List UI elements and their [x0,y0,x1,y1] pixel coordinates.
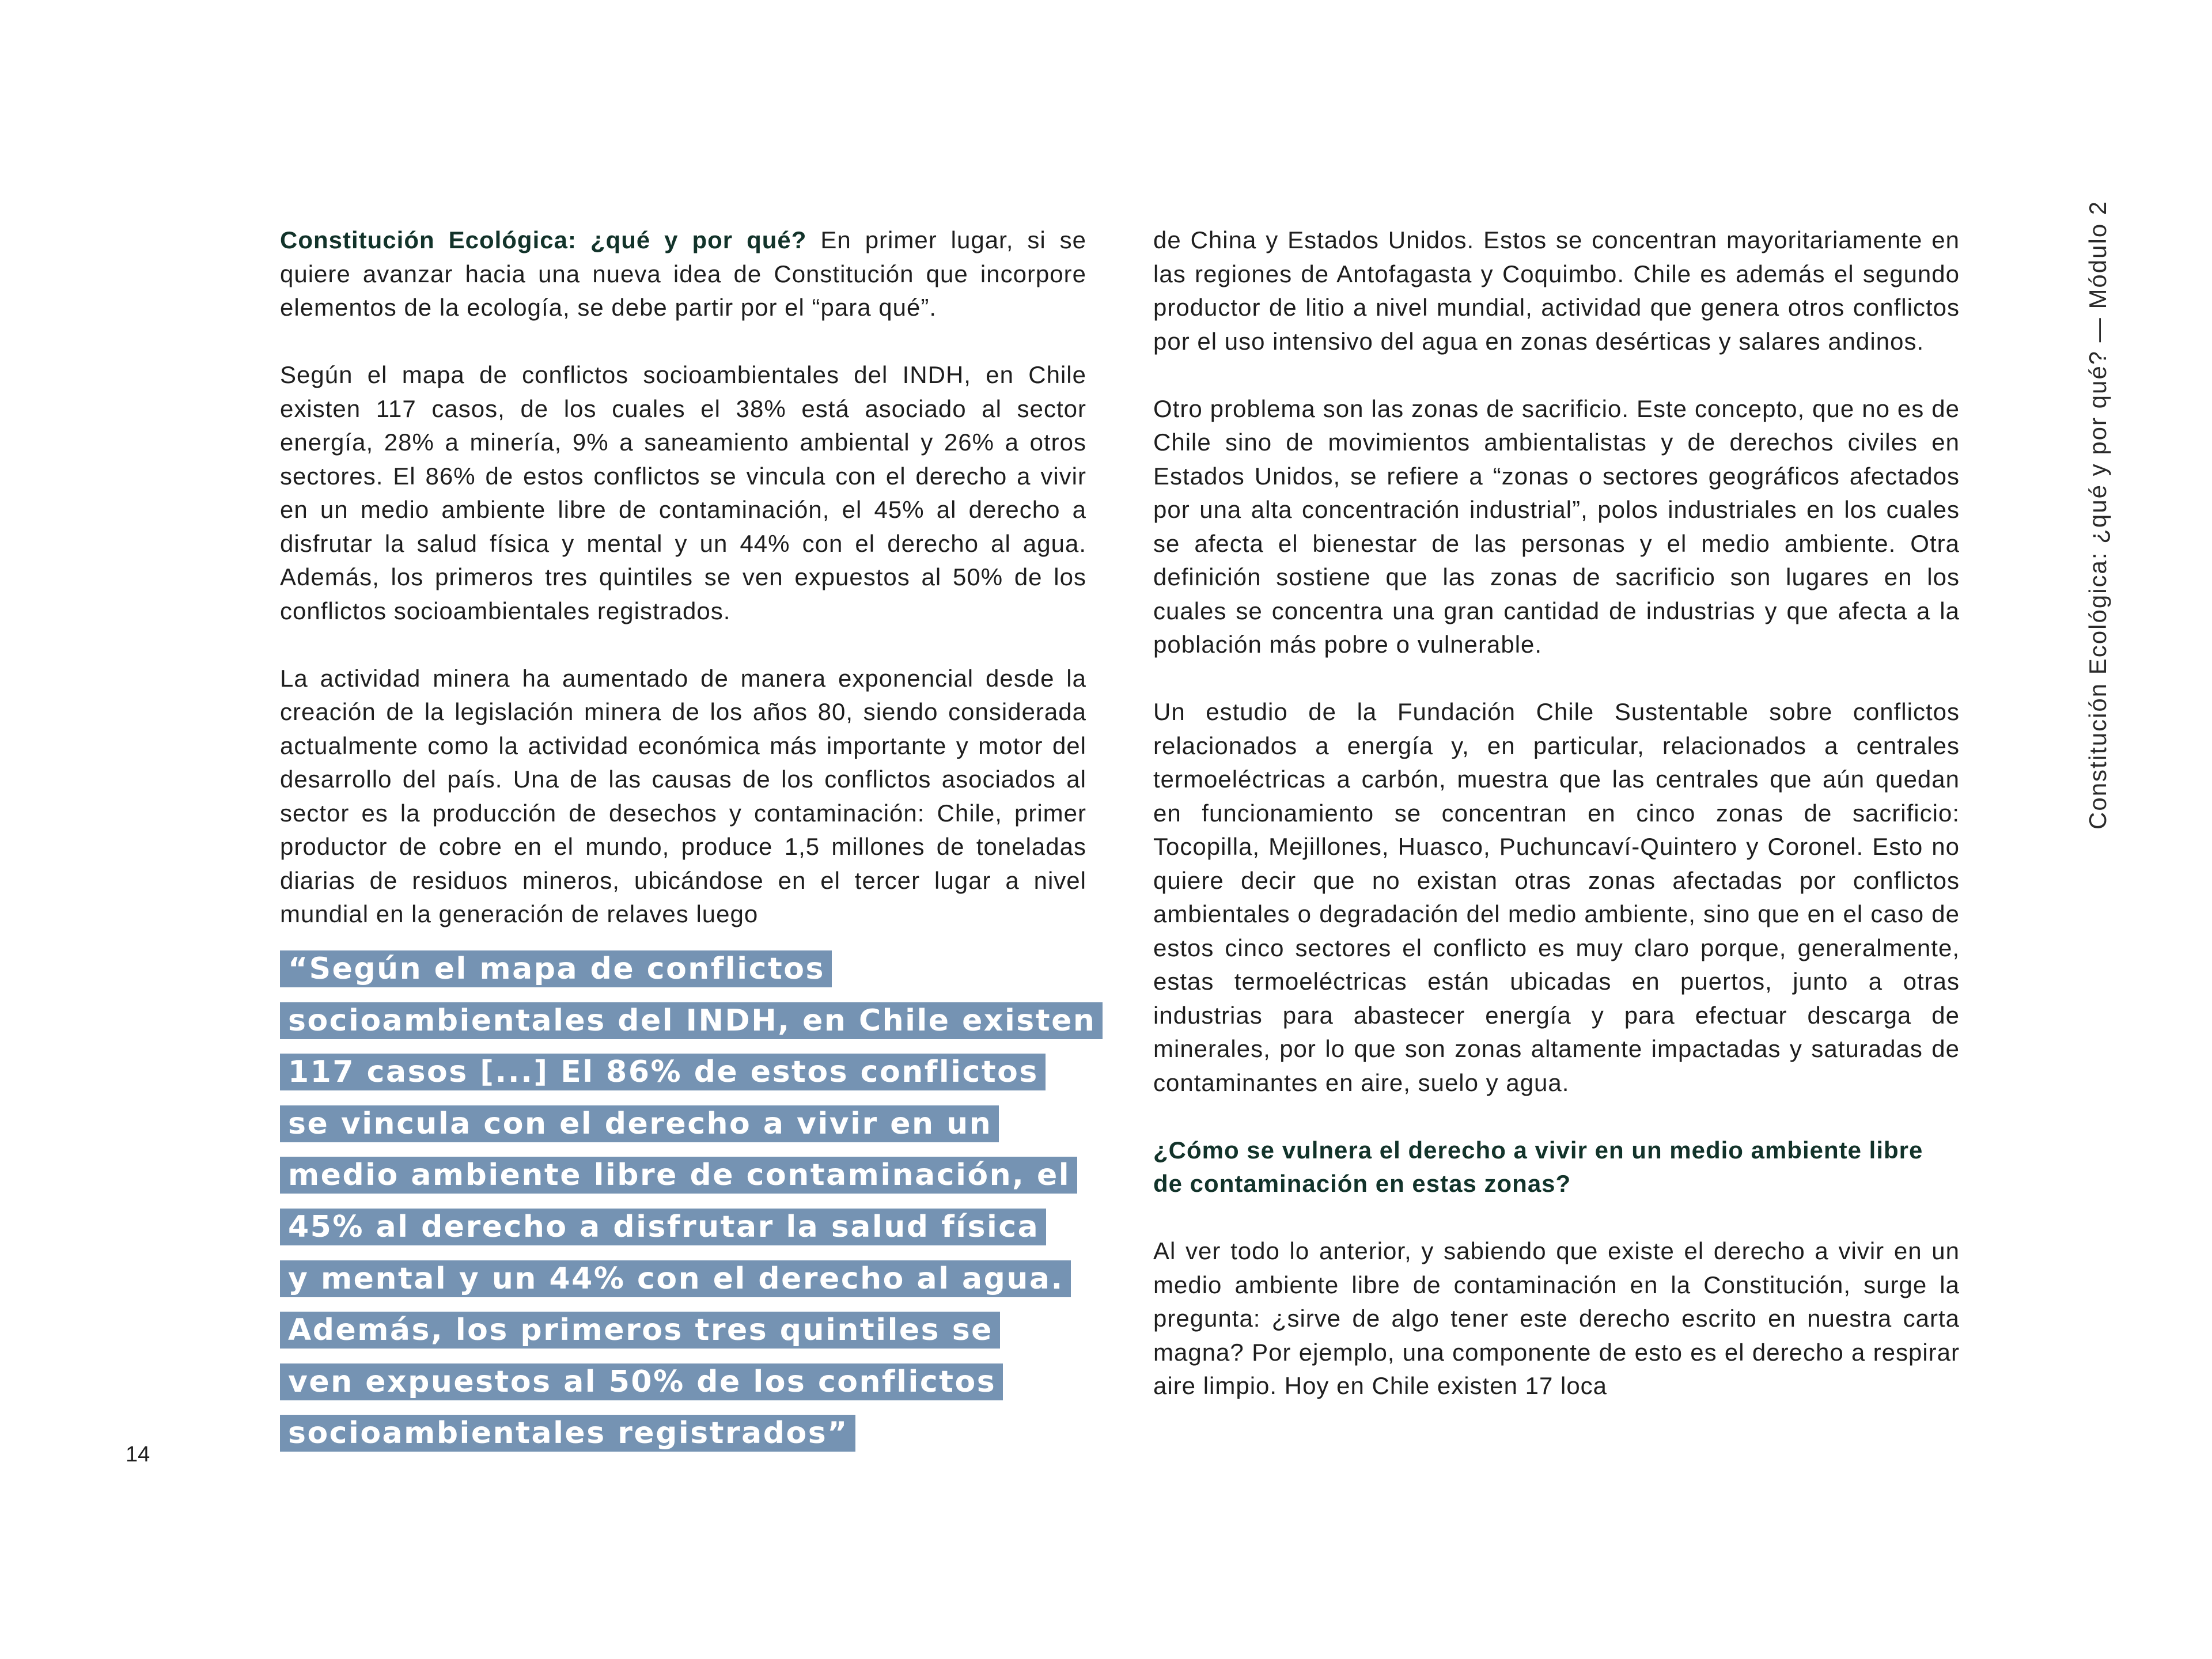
pull-quote-line: socioambientales del INDH, en Chile existen [280,1002,1092,1039]
pull-quote-line: “Según el mapa de conflictos [280,950,1092,987]
pull-quote-line: 117 casos [...] El 86% de estos conflictos [280,1054,1092,1090]
pull-quote-line: ven expuestos al 50% de los conflictos [280,1363,1092,1400]
paragraph-study: Un estudio de la Fundación Chile Sustentable sobre conflictos relacionados a energía y, en particular, relacionados a centrales termoeléctricas a carbón, muestra que las centrales que aún quedan en funcionamiento se concentran en cinco zonas de sacrificio: Tocopilla, Mejillones, Huasco, Puchuncaví-Quintero y Coronel. Esto no quiere decir que no existan otras zonas afectadas por conflictos ambientales o degradación del medio ambiente, sino que en el caso de estos cinco sectores el conflicto es muy claro porque, generalmente, estas termoeléctricas están ubicadas en puertos, junto a otras industrias para abastecer energía y para efectuar descarga de minerales, por lo que son zonas altamente impactadas y saturadas de contaminantes en aire, suelo y agua. [1153,698,1960,1096]
running-head-text: Constitución Ecológica: ¿qué y por qué? — Módulo 2 [2084,200,2111,830]
paragraph-mining: La actividad minera ha aumentado de manera exponencial desde la creación de la legislación minera de los años 80, siendo considerada actualmente como la actividad económica más importante y motor del desarrollo del país. Una de las causas de los conflictos asociados al sector es la producción de desechos y contaminación: Chile, primer productor de cobre en el mundo, produce 1,5 millones de toneladas diarias de residuos mineros, ubicándose en el tercer lugar a nivel mundial en la generación de relaves luego [280,664,1086,927]
intro-text: En primer lugar, si se quiere avanzar hacia una nueva idea de Constitución que incorpore elementos de la ecología, se debe partir por el “para qué”. [280,226,1086,321]
pull-quote-line: medio ambiente libre de contaminación, el [280,1157,1092,1194]
paragraph-lithium: de China y Estados Unidos. Estos se concentran mayoritariamente en las regiones de Antofagasta y Coquimbo. Chile es además el segundo productor de litio a nivel mundial, actividad que genera otros conflictos por el uso intensivo del agua en zonas desérticas y salares andinos. [1153,226,1960,355]
paragraph-rights: Al ver todo lo anterior, y sabiendo que existe el derecho a vivir en un medio ambiente libre de contaminación en la Constitución, surge la pregunta: ¿sirve de algo tener este derecho escrito en nuestra carta magna? Por ejemplo, una componente de esto es el derecho a respirar aire limpio. Hoy en Chile existen 17 loca [1153,1237,1960,1399]
left-column [280,224,1086,965]
intro-paragraph [280,224,1086,325]
pull-quote-line: 45% al derecho a disfrutar la salud física [280,1209,1092,1245]
pull-quote-line: y mental y un 44% con el derecho al agua. [280,1260,1092,1297]
lead-title: Constitución Ecológica: ¿qué y por qué? [280,226,807,253]
section-subheading: ¿Cómo se vulnera el derecho a vivir en un medio ambiente libre de contaminación en estas zonas? [1153,1136,1923,1197]
pull-quote-line: se vincula con el derecho a vivir en un [280,1105,1092,1142]
paragraph-sacrifice-zones: Otro problema son las zonas de sacrificio. Este concepto, que no es de Chile sino de movimientos ambientalistas y de derechos civiles en Estados Unidos, se refiere a “zonas o sectores geográficos afectados por una alta concentración industrial”, polos industriales en los cuales se afecta el bienestar de las personas y el medio ambiente. Otra definición sostiene que las zonas de sacrificio son lugares en los cuales se concentra una gran cantidad de industrias y que afecta a la población más pobre o vulnerable. [1153,395,1960,658]
paragraph-conflicts: Según el mapa de conflictos socioambientales del INDH, en Chile existen 117 casos, de los cuales el 38% está asociado al sector energía, 28% a minería, 9% a saneamiento ambiental y 26% a otros sectores. El 86% de estos conflictos se vincula con el derecho a vivir en un medio ambiente libre de contaminación, el 45% al derecho a disfrutar la salud física y mental y un 44% con el derecho al agua. Además, los primeros tres quintiles se ven expuestos al 50% de los conflictos socioambientales registrados. [280,361,1086,624]
pull-quote-line: socioambientales registrados” [280,1415,1092,1452]
pull-quote [280,950,1096,1467]
pull-quote-line: Además, los primeros tres quintiles se [280,1312,1092,1349]
page-number: 14 [126,1442,150,1467]
right-column [1153,224,1960,1437]
